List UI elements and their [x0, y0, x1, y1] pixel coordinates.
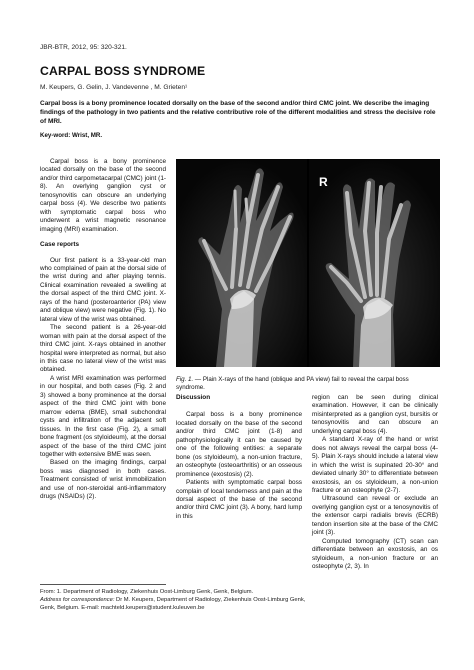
case-paragraph-3: A wrist MRI examination was performed in our hospital, and both cases (Fig. 2 and 3) showed a bony prominence at the dorsal aspect of the third CMC joint with bone marrow edema (BME), small subchondral cysts and infiltration of the adjacent soft tissues. In the first case (Fig. 2), a small bone fragment (os styloideum), at the dorsal aspect of the base of the third CMC joint together with extensive BME was seen.: [40, 374, 166, 458]
xray-pa-view: [309, 159, 440, 367]
article-title: CARPAL BOSS SYNDROME: [40, 64, 206, 78]
side-marker-r: R: [319, 175, 328, 189]
abstract: Carpal boss is a bony prominence located dorsally on the base of the second and/or third CMC joint. We describe the imaging findings of the pathology in two patients and the relative contributive role of the different modalities and stress the decisive role of MRI.: [40, 100, 436, 126]
discussion-paragraph-2-continued: region can be seen during clinical examination. However, it can be clinically misinterpreted as a ganglion cyst, bursitis or tenosynovitis and can obscure an underlying carpal boss (4).: [312, 394, 438, 435]
case-paragraph-1: Our first patient is a 33-year-old man who complained of pain at the dorsal side of the wrist during and after playing tennis. Clinical examination revealed a swelling at the dorsal aspect of the third CMC joint. X-rays of the hand (posteroanterior (PA) view and oblique view) were negative (Fig. 1). No lateral view of the wrist was obtained.: [40, 256, 166, 323]
pa-hand-xray-image: [309, 159, 440, 367]
discussion-paragraph-1: Carpal boss is a bony prominence located dorsally on the base of the second and/or third CMC joint (1-8) and pathophysiologically it can be caused by one of the following entities: a separate bone (os styloideum), a non-union fracture, an osteophyte (osteoarthritis) or an osseous prominence (exostosis) (2).: [176, 411, 302, 478]
journal-reference: JBR-BTR, 2012, 95: 320-321.: [40, 44, 127, 51]
keywords: Key-word: Wrist, MR.: [40, 132, 103, 139]
footnote-correspondence: [40, 597, 310, 613]
correspondence-label: Address for correspondence:: [40, 596, 115, 603]
footnote-rule: [40, 584, 166, 585]
middle-column: [176, 394, 302, 521]
case-reports-heading: Case reports: [40, 241, 80, 249]
intro-paragraph: Carpal boss is a bony prominence located dorsally on the base of the second and/or third carpometacarpal (CMC) joint (1-8). An overlying ganglion cyst or tenosynovitis can obscure an underlying carpal boss (4). We describe two patients with symptomatic carpal boss who underwent a wrist magnetic resonance imaging (MRI) examination.: [40, 158, 166, 233]
discussion-paragraph-5: Computed tomography (CT) scan can differentiate between an exostosis, an os styloideum, a non-union fracture or an osteophyte (2, 3). In: [312, 537, 438, 571]
discussion-paragraph-4: Ultrasound can reveal or exclude an overlying ganglion cyst or a tenosynovitis of the extensor carpi radialis brevis (ECRB) tendon insertion site at the base of the CMC joint (3).: [312, 495, 438, 537]
discussion-paragraph-2: Patients with symptomatic carpal boss complain of local tenderness and pain at the dorsal aspect of the base of the second and/or third CMC joint (3). A bony, hard lump in this: [176, 479, 302, 520]
caption-text: — Plain X-rays of the hand (oblique and PA view) fail to reveal the carpal boss syndrome.: [176, 376, 409, 392]
case-paragraph-2: The second patient is a 26-year-old woman with pain at the dorsal aspect of the third CMC joint. X-rays obtained in another hospital were interpreted as normal, but also in this case no lateral view of the wrist was obtained.: [40, 324, 166, 374]
figure-caption: [176, 376, 438, 392]
discussion-heading: Discussion: [176, 394, 211, 401]
correspondence-text: Dr M. Keupers, Department of Radiology, Ziekenhuis Oost-Limburg Genk, Genk, Belgium. E-mail: machteld.keupers@student.kuleuven.be: [40, 596, 306, 611]
xray-oblique-view: [176, 159, 307, 367]
author-list: M. Keupers, G. Gelin, J. Vandevenne , M. Grieten¹: [40, 84, 188, 91]
footnote: [40, 589, 310, 612]
figure-1-xrays: [176, 159, 440, 367]
left-column: [40, 158, 166, 502]
caption-figure-label: Fig. 1.: [176, 376, 194, 383]
right-column: [312, 394, 438, 572]
case-paragraph-4: Based on the imaging findings, carpal boss was diagnosed in both cases. Treatment consisted of wrist immobilization and use of non-steroidal anti-inflammatory drugs (NSAIDs) (2).: [40, 459, 166, 501]
discussion-paragraph-3: A standard X-ray of the hand or wrist does not always reveal the carpal boss (4-5). Plain X-rays should include a lateral view in which the wrist is supinated 20-30° and deviated ulnarly 30° to differentiate between exostosis, an os styloideum, a non-union fracture or an osteophyte (2-7).: [312, 436, 438, 494]
footnote-affiliation: From: 1. Department of Radiology, Ziekenhuis Oost-Limburg Genk, Genk, Belgium.: [40, 589, 254, 595]
oblique-hand-xray-image: [176, 159, 307, 367]
